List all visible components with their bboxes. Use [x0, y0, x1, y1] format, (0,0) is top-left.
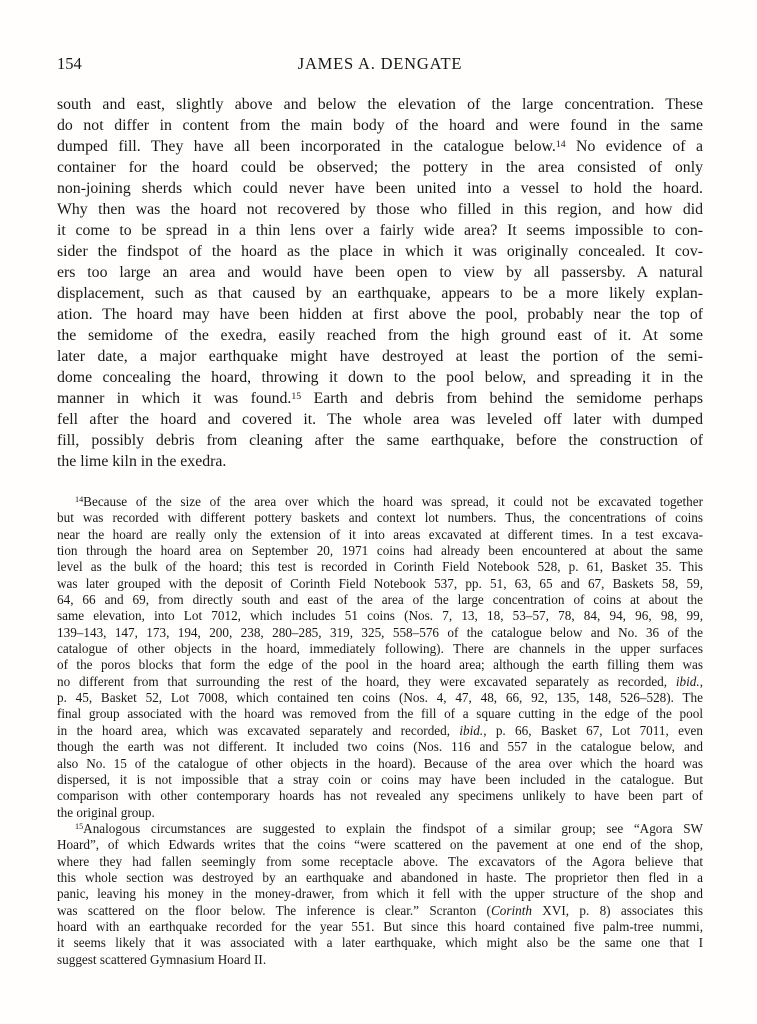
body-line: displacement, such as that caused by an earthquake, appears to be a more likely explan- — [57, 285, 703, 302]
footnote-line — [57, 723, 703, 739]
running-head-author: JAMES A. DENGATE — [297, 54, 463, 73]
footnote-line-text: was scattered on the floor below. The inference is clear.” Scranton ( — [57, 902, 491, 918]
footnote-line: final group associated with the hoard was removed from the fill of a square cutting in the edge of the pool — [57, 706, 703, 722]
body-line: container for the hoard could be observed; the pottery in the area consisted of only — [57, 159, 703, 176]
body-line: non-joining sherds which could never have been united into a vessel to hold the hoard. — [57, 180, 703, 197]
footnote-line: this whole section was destroyed by an earthquake and abandoned in haste. The proprietor then fled in a — [57, 869, 703, 885]
ibid-citation: ibid. — [675, 673, 700, 689]
footnote-line — [57, 821, 703, 837]
footnote-line: where they had fallen seemingly from some receptacle above. The excavators of the Agora believe that — [57, 853, 703, 869]
running-header — [57, 54, 703, 74]
body-line: fell after the hoard and covered it. The whole area was leveled off later with dumped — [57, 411, 703, 428]
footnote-line-text: XVI, p. 8) associates this — [531, 902, 703, 918]
footnote-line-text: Analogous circumstances are suggested to explain the findspot of a similar group; see “Agora SW — [83, 820, 703, 836]
text-block — [57, 54, 703, 968]
body-line — [57, 136, 703, 157]
body-line: Why then was the hoard not recovered by those who filled in this region, and how did — [57, 201, 703, 218]
footnote-14-marker: 14 — [75, 495, 84, 505]
footnote-line: tion through the hoard area on September 20, 1971 coins had already been encountered at about the same — [57, 543, 703, 559]
footnotes-section — [57, 494, 703, 968]
body-line: ers too large an area and would have been open to view by all passersby. A natural — [57, 264, 703, 281]
footnote-15-marker: 15 — [75, 822, 84, 832]
footnote-line: 139–143, 147, 173, 194, 200, 238, 280–285, 319, 325, 558–576 of the catalogue below and No. 36 of the — [57, 624, 703, 640]
footnote-line-text: Because of the size of the area over which the hoard was spread, it could not be excavated together — [83, 494, 703, 509]
footnote-line — [57, 674, 703, 690]
main-paragraph — [57, 94, 703, 472]
footnote-line: dispersed, it is not impossible that a stray coin or coins may have been included in the catalogue. But — [57, 771, 703, 787]
footnote-line-text: , p. 66, Basket 67, Lot 7011, even — [483, 722, 703, 738]
footnote-ref-14: 14 — [555, 138, 566, 150]
footnote-line: hoard with an earthquake recorded for the year 551. But since this hoard contained five palm-tree nummi, — [57, 918, 703, 934]
footnote-line: the original group. — [57, 804, 155, 820]
body-line-text: dumped fill. They have all been incorporated in the catalogue below. — [57, 138, 556, 155]
footnote-line-text: no different from that surrounding the rest of the hoard, they were excavated separately as recorded, — [57, 673, 676, 689]
corinth-citation: Corinth — [490, 902, 532, 918]
footnote-line-text: in the hoard area, which was excavated separately and recorded, — [57, 722, 460, 738]
footnote-line: comparison with other contemporary hoards has not revealed any specimens unlikely to have been part of — [57, 788, 703, 804]
footnote-line: was later grouped with the deposit of Corinth Field Notebook 537, pp. 51, 63, 65 and 67, Baskets 58, 59, — [57, 575, 703, 591]
footnote-line: same elevation, into Lot 7012, which includes 51 coins (Nos. 7, 13, 18, 53–57, 78, 84, 94, 96, 98, 99, — [57, 608, 703, 624]
body-line: sider the findspot of the hoard as the place in which it was originally concealed. It cov- — [57, 243, 703, 260]
body-line: it come to be spread in a thin lens over a fairly wide area? It seems impossible to con- — [57, 222, 703, 239]
body-line: ation. The hoard may have been hidden at first above the pool, probably near the top of — [57, 306, 703, 323]
footnote-line: though the earth was not different. It included two coins (Nos. 116 and 557 in the catalogue below, and — [57, 739, 703, 755]
footnote-line: 64, 66 and 69, from directly south and east of the area of the large concentration of coins at about the — [57, 592, 703, 608]
ibid-citation: ibid. — [459, 722, 484, 738]
footnote-ref-15: 15 — [291, 390, 302, 402]
footnote-line: also No. 15 of the catalogue of other objects in the hoard). Because of the area over which the hoard was — [57, 755, 703, 771]
body-line: the lime kiln in the exedra. — [57, 453, 227, 470]
footnote-line: Hoard”, of which Edwards writes that the coins “were scattered on the pavement at one end of the shop, — [57, 837, 703, 853]
footnote-line: near the hoard are really only the extension of it into areas excavated at different times. In a test excava- — [57, 526, 703, 542]
footnote-line — [57, 903, 703, 919]
footnote-line: level as the bulk of the hoard; this test is recorded in Corinth Field Notebook 528, p. 61, Basket 35. This — [57, 559, 703, 575]
footnote-line: it seems likely that it was associated with a later earthquake, which might also be the same one that I — [57, 935, 703, 951]
page-number: 154 — [57, 54, 82, 73]
body-line: do not differ in content from the main body of the hoard and were found in the same — [57, 117, 703, 134]
footnote-15 — [57, 821, 703, 968]
body-line-text: Earth and debris from behind the semidome perhaps — [301, 390, 704, 407]
body-line-text: manner in which it was found. — [57, 390, 292, 407]
footnote-line: suggest scattered Gymnasium Hoard II. — [57, 951, 267, 967]
body-line: fill, possibly debris from cleaning after the same earthquake, before the construction of — [57, 432, 703, 449]
body-line: later date, a major earthquake might have destroyed at least the portion of the semi- — [57, 348, 703, 365]
footnote-line: panic, leaving his money in the money-drawer, from which it fell with the upper structure of the shop and — [57, 886, 703, 902]
body-line: dome concealing the hoard, throwing it down to the pool below, and spreading it in the — [57, 369, 703, 386]
footnote-line-text: , — [699, 673, 703, 689]
body-line: south and east, slightly above and below the elevation of the large concentration. These — [57, 96, 703, 113]
body-line-text: No evidence of a — [565, 138, 703, 155]
footnote-line — [57, 494, 703, 510]
footnote-line: but was recorded with different pottery baskets and context lot numbers. Thus, the concentrations of coins — [57, 510, 703, 526]
body-line: the semidome of the exedra, easily reached from the high ground east of it. At some — [57, 327, 703, 344]
body-line — [57, 388, 703, 409]
footnote-line: catalogue of other objects in the hoard, immediately following). There are channels in the upper surfaces — [57, 641, 703, 657]
footnote-line: of the poros blocks that form the edge of the pool in the hoard area; although the earth filling them was — [57, 657, 703, 673]
footnote-14 — [57, 494, 703, 821]
footnote-line: p. 45, Basket 52, Lot 7008, which contained ten coins (Nos. 4, 47, 48, 66, 92, 135, 148, 526–528). The — [57, 690, 703, 706]
